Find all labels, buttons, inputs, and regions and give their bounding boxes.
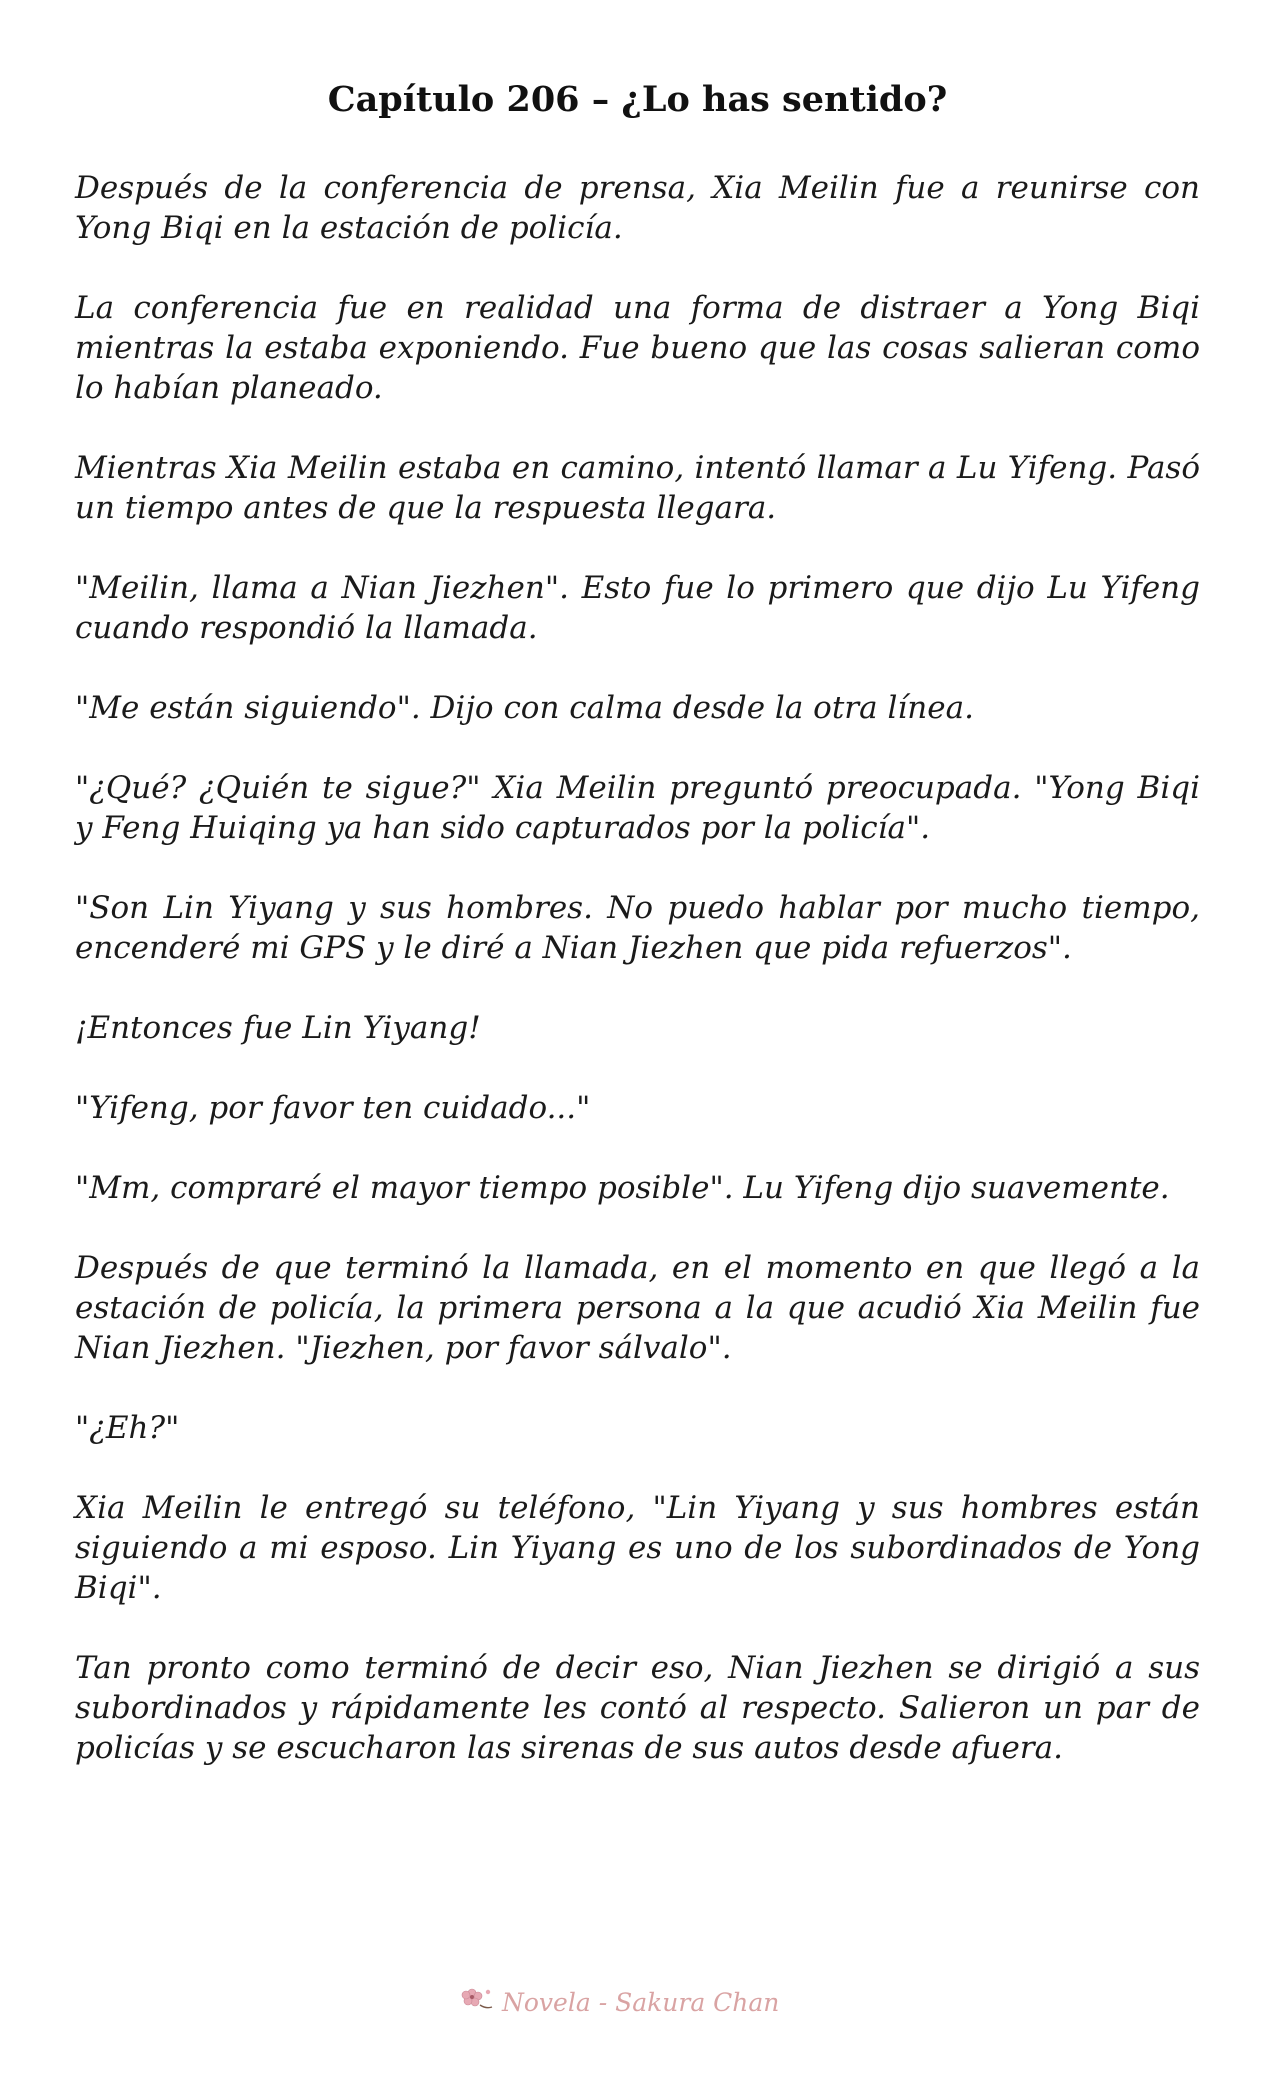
paragraph: "¿Eh?" bbox=[75, 1410, 180, 1446]
paragraph: "Meilin, llama a Nian Jiezhen". Esto fue lo primero que dijo Lu Yifeng cuando respondió la llamada. bbox=[75, 570, 1200, 646]
watermark bbox=[460, 1985, 779, 2020]
sakura-flower-icon bbox=[460, 1985, 494, 2020]
paragraph: "Son Lin Yiyang y sus hombres. No puedo hablar por mucho tiempo, encenderé mi GPS y le diré a Nian Jiezhen que pida refuerzos". bbox=[75, 890, 1200, 966]
paragraph: La conferencia fue en realidad una forma de distraer a Yong Biqi mientras la estaba exponiendo. Fue bueno que las cosas salieran como lo habían planeado. bbox=[75, 290, 1200, 406]
chapter-page bbox=[75, 78, 1200, 1808]
chapter-title: Capítulo 206 – ¿Lo has sentido? bbox=[327, 79, 948, 120]
paragraph: Después de que terminó la llamada, en el momento en que llegó a la estación de policía, la primera persona a la que acudió Xia Meilin fue Nian Jiezhen. "Jiezhen, por favor sálvalo". bbox=[75, 1250, 1200, 1366]
paragraph: "Yifeng, por favor ten cuidado..." bbox=[75, 1090, 591, 1126]
paragraph: Después de la conferencia de prensa, Xia Meilin fue a reunirse con Yong Biqi en la estación de policía. bbox=[75, 170, 1200, 246]
chapter-body bbox=[75, 168, 1200, 1768]
paragraph: Xia Meilin le entregó su teléfono, "Lin Yiyang y sus hombres están siguiendo a mi esposo. Lin Yiyang es uno de los subordinados de Yong Biqi". bbox=[75, 1490, 1200, 1606]
paragraph: ¡Entonces fue Lin Yiyang! bbox=[75, 1010, 481, 1046]
paragraph: "Me están siguiendo". Dijo con calma desde la otra línea. bbox=[75, 690, 974, 726]
paragraph: Tan pronto como terminó de decir eso, Nian Jiezhen se dirigió a sus subordinados y rápidamente les contó al respecto. Salieron un par de policías y se escucharon las sirenas de sus autos desde afuera. bbox=[75, 1650, 1200, 1766]
paragraph: Mientras Xia Meilin estaba en camino, intentó llamar a Lu Yifeng. Pasó un tiempo antes de que la respuesta llegara. bbox=[75, 450, 1200, 526]
paragraph: "Mm, compraré el mayor tiempo posible". Lu Yifeng dijo suavemente. bbox=[75, 1170, 1170, 1206]
paragraph: "¿Qué? ¿Quién te sigue?" Xia Meilin preguntó preocupada. "Yong Biqi y Feng Huiqing ya han sido capturados por la policía". bbox=[75, 770, 1200, 846]
watermark-text: Novela - Sakura Chan bbox=[502, 1988, 780, 2017]
